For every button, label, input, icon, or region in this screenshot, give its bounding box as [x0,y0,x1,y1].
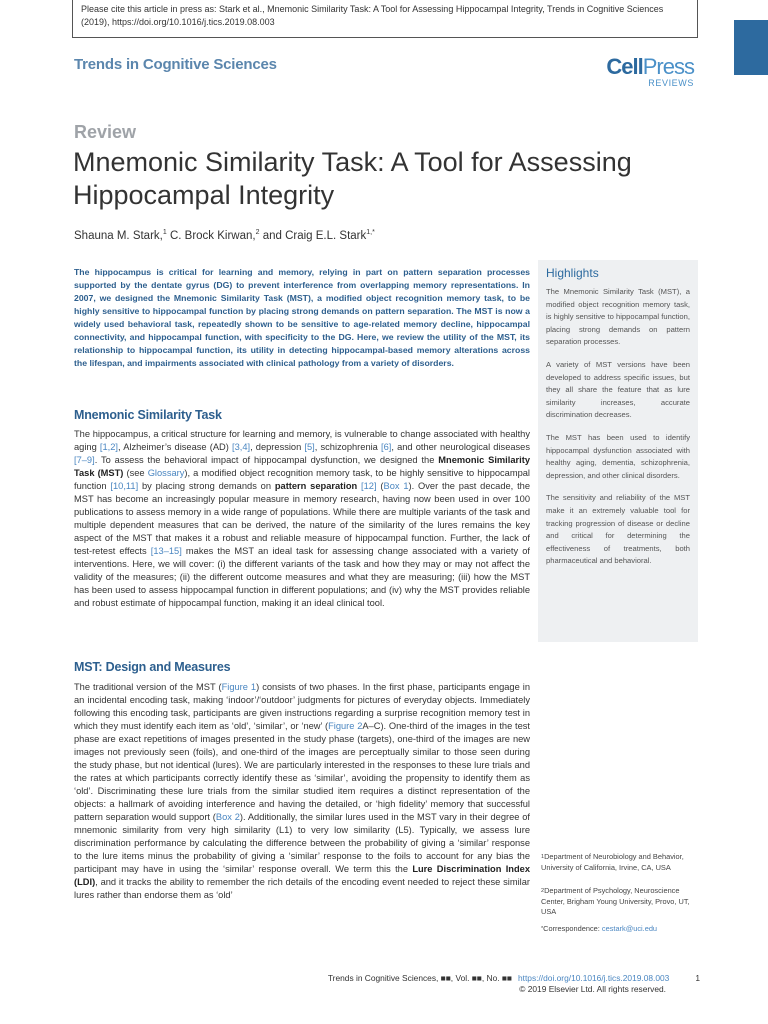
footer-journal: Trends in Cognitive Sciences, ■■, Vol. ■■, No. ■■ [327,973,512,983]
logo-reviews-text: REVIEWS [648,78,694,88]
highlights-box [538,260,698,642]
glossary-link[interactable]: Glossary [147,468,185,478]
highlight-item: A variety of MST versions have been developed to address specific issues, but they all share the feature that as lure similarity increases, accurate discrimination decreases. [546,359,690,420]
logo-press-text: Press [642,54,694,79]
journal-name: Trends in Cognitive Sciences [74,56,277,73]
author-3: and Craig E.L. Stark [259,230,367,242]
ref-link[interactable]: [10,11] [110,481,139,491]
box-link[interactable]: Box 1 [383,481,409,491]
article-title: Mnemonic Similarity Task: A Tool for Assessing Hippocampal Integrity [73,147,632,210]
footer-doi-link[interactable]: https://doi.org/10.1016/j.tics.2019.08.003 [518,973,670,983]
journal-color-tab [734,20,768,75]
section-design-body: The traditional version of the MST (Figure 1) consists of two phases. In the first phase, participants engage in an incidental encoding task, making ‘indoor’/‘outdoor’ judgments for pictures of everyday objects. Immediately following this encoding task, participants are given instructions regarding a surprise recognition memory test in which they must identify each item as ‘old’, ‘similar’, or ‘new’ (Figure 2A–C). One-third of the images in the test phase are exact repetitions of images presented in the study phase (targets), one-third of the images are new images not previously seen (foils), and one-third of the images are perceptually similar to those seen during the study phase, but not identical (lures). We are particularly interested in the responses to these lure trials and the rates at which participants correctly identify these as ‘similar’, avoiding the propensity to identify them as ‘old’. Discriminating these lure trials from the similar studied item requires a distinct representation of the objects: a hallmark of avoiding interference and having the detailed, or ‘high fidelity’ memory that successful pattern separation would support (Box 2). Additionally, the similar lures used in the MST vary in their degree of mnemonic similarity from very high similarity (L1) to very low similarity (L5). Typically, we assess lure discrimination performance by calculating the difference between the probability of giving a ‘similar’ response to the lure items minus the probability of giving a ‘similar’ response to the foils to account for any bias the participant may have in using the ‘similar’ response overall. We term this the Lure Discrimination Index (LDI), and it tracks the ability to remember the rich details of the encoding event needed to reject these similar lures rather than endorse them as ‘old’ [74,682,531,900]
section-heading-design: MST: Design and Measures [74,660,231,674]
author-3-affil: 1,* [366,229,375,236]
figure-link[interactable]: Figure 1 [221,682,257,692]
logo-cell-text: Cell [606,54,643,79]
glossary-term: pattern separation [274,481,358,491]
box-link[interactable]: Box 2 [215,812,240,822]
ref-link[interactable]: [13–15] [150,546,182,556]
cellpress-logo [606,56,694,88]
correspondence: *Correspondence: cestark@uci.edu [541,924,658,933]
figure-link[interactable]: Figure 2 [328,721,363,731]
ref-link[interactable]: [12] [361,481,377,491]
ref-link[interactable]: [7–9] [74,455,95,465]
page-footer [270,973,700,994]
author-2: C. Brock Kirwan, [166,230,256,242]
glossary-term: Mnemonic Similarity Task (MST) [74,455,530,478]
author-list [74,230,375,242]
affiliation-2: $^2$Department of Psychology, Neuroscience Center, Brigham Young University, Provo, UT, USA [541,886,690,916]
abstract: The hippocampus is critical for learning and memory, relying in part on pattern separation processes supported by the dentate gyrus (DG) to prevent interference from overlapping memory representations. In 2007, we designed the Mnemonic Similarity Task (MST), a modified object recognition memory task, to be highly sensitive to hippocampal function by placing strong demands on pattern separation. The MST is now a widely used behavioral task, repeatedly shown to be sensitive to age-related memory decline, hippocampal connectivity, and hippocampal function, with specificity to the DG. Here, we review the utility of the MST, its relationship to hippocampal function, its utility in detecting hippocampal-based memory alterations across the lifespan, and impairments associated with clinical pathology from a variety of disorders. [74,267,530,368]
section-heading-mst: Mnemonic Similarity Task [74,408,222,422]
glossary-term: Lure Discrimination Index (LDI) [74,864,531,887]
ref-link[interactable]: [1,2] [99,442,118,452]
author-1-affil: 1 [162,229,167,236]
highlights-title: Highlights [546,266,599,280]
footer-copyright: © 2019 Elsevier Ltd. All rights reserved. [519,983,666,994]
highlight-item: The MST has been used to identify hippocampal dysfunction associated with healthy aging, dementia, schizophrenia, depression, and other clinical disorders. [546,432,690,480]
author-2-affil: 2 [255,229,260,236]
citation-notice: Please cite this article in press as: Stark et al., Mnemonic Similarity Task: A Tool for Assessing Hippocampal Integrity, Trends in Cognitive Sciences (2019), https://doi.org/10.1016/j.tics.2019.08.003 [72,0,698,38]
page-number: 1 [695,973,700,983]
section-mst-body: The hippocampus, a critical structure for learning and memory, is vulnerable to change associated with healthy aging [1,2], Alzheimer’s disease (AD) [3,4], depression [5], schizophrenia [6], and other neurological diseases [7–9]. To assess the behavioral impact of hippocampal dysfunction, we designed the Mnemonic Similarity Task (MST) (see Glossary), a modified object recognition memory task, to be highly sensitive to hippocampal function [10,11] by placing strong demands on pattern separation [12] (Box 1). Over the past decade, the MST has become an increasingly popular measure in memory research, having now been used in over 100 publications to assess memory in a wide range of populations. While there are multiple variants of the task and multiple dependent measures that can be derived, the nature of the similarity of the lures remains the key aspect of the MST that makes it a robust and reliable measure of hippocampal function. Further, the lack of test-retest effects [13–15] makes the MST an ideal task for assessing change associated with a variety of interventions. Here, we will cover: (i) the different variants of the task and how they may or may not affect the validity of the measures; (ii) the different outcome measures and what they are measuring; (iii) how the MST has been used to assess hippocampal function in different populations; and (iv) why the MST provides reliable and robust estimate of hippocampal function, making it an ideal clinical tool. [74,429,531,608]
author-1: Shauna M. Stark, [74,230,163,242]
email-link[interactable]: cestark@uci.edu [601,924,658,933]
article-type: Review [74,122,137,142]
ref-link[interactable]: [3,4] [231,442,251,452]
ref-link[interactable]: [5] [304,442,315,452]
affiliation-1: $^1$Department of Neurobiology and Behavior, University of California, Irvine, CA, USA [541,852,684,872]
highlight-item: The Mnemonic Similarity Task (MST), a modified object recognition memory task, is highly sensitive to hippocampal function, placing strong demands on pattern separation processes. [546,287,690,347]
highlight-item: The sensitivity and reliability of the MST make it an extremely valuable tool for tracking progression of disease or decline and critical for determining the effectiveness of treatments, both pharmaceutical and behavioral. [546,493,690,566]
ref-link[interactable]: [6] [381,442,392,452]
